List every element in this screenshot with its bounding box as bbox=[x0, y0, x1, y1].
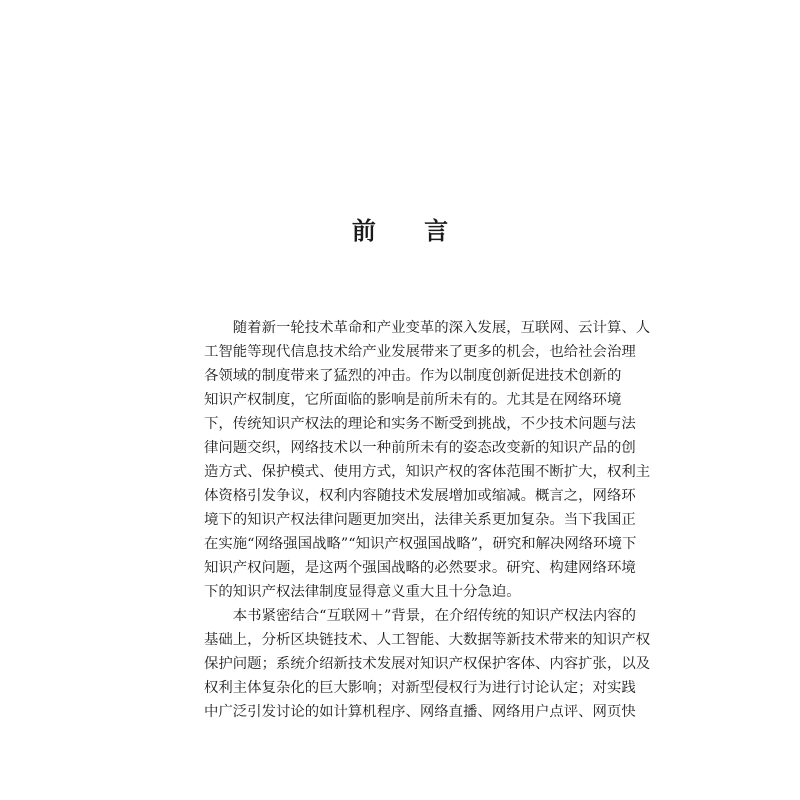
text-line: 知识产权制度，它所面临的影响是前所未有的。尤其是在网络环境 bbox=[204, 392, 622, 408]
text-line: 律问题交织，网络技术以一种前所未有的姿态改变新的知识产品的创 bbox=[204, 440, 636, 456]
text-line: 本书紧密结合“互联网＋”背景，在介绍传统的知识产权法内容的 bbox=[204, 608, 637, 624]
text-line: 权利主体复杂化的巨大影响；对新型侵权行为进行讨论认定；对实践 bbox=[204, 680, 636, 696]
text-line: 随着新一轮技术革命和产业变革的深入发展，互联网、云计算、人 bbox=[204, 320, 651, 336]
text-line: 造方式、保护模式、使用方式，知识产权的客体范围不断扩大，权利主 bbox=[204, 464, 651, 480]
page-title: 前 言 bbox=[351, 216, 469, 245]
body-text bbox=[204, 316, 651, 724]
text-line: 各领域的制度带来了猛烈的冲击。作为以制度创新促进技术创新的 bbox=[204, 368, 622, 384]
text-line: 境下的知识产权法律问题更加突出，法律关系更加复杂。当下我国正 bbox=[204, 512, 636, 528]
text-line: 工智能等现代信息技术给产业发展带来了更多的机会，也给社会治理 bbox=[204, 344, 636, 360]
text-line: 保护问题；系统介绍新技术发展对知识产权保护客体、内容扩张，以及 bbox=[204, 656, 651, 672]
text-line: 下，传统知识产权法的理论和实务不断受到挑战，不少技术问题与法 bbox=[204, 416, 636, 432]
text-line: 在实施“网络强国战略”“知识产权强国战略”，研究和解决网络环境下 bbox=[204, 536, 637, 552]
text-line: 知识产权问题，是这两个强国战略的必然要求。研究、构建网络环境 bbox=[204, 560, 636, 576]
text-line: 基础上，分析区块链技术、人工智能、大数据等新技术带来的知识产权 bbox=[204, 632, 651, 648]
text-line: 中广泛引发讨论的如计算机程序、网络直播、网络用户点评、网页快 bbox=[204, 704, 636, 720]
text-line: 体资格引发争议，权利内容随技术发展增加或缩减。概言之，网络环 bbox=[204, 488, 636, 504]
text-line: 下的知识产权法律制度显得意义重大且十分急迫。 bbox=[204, 584, 521, 600]
